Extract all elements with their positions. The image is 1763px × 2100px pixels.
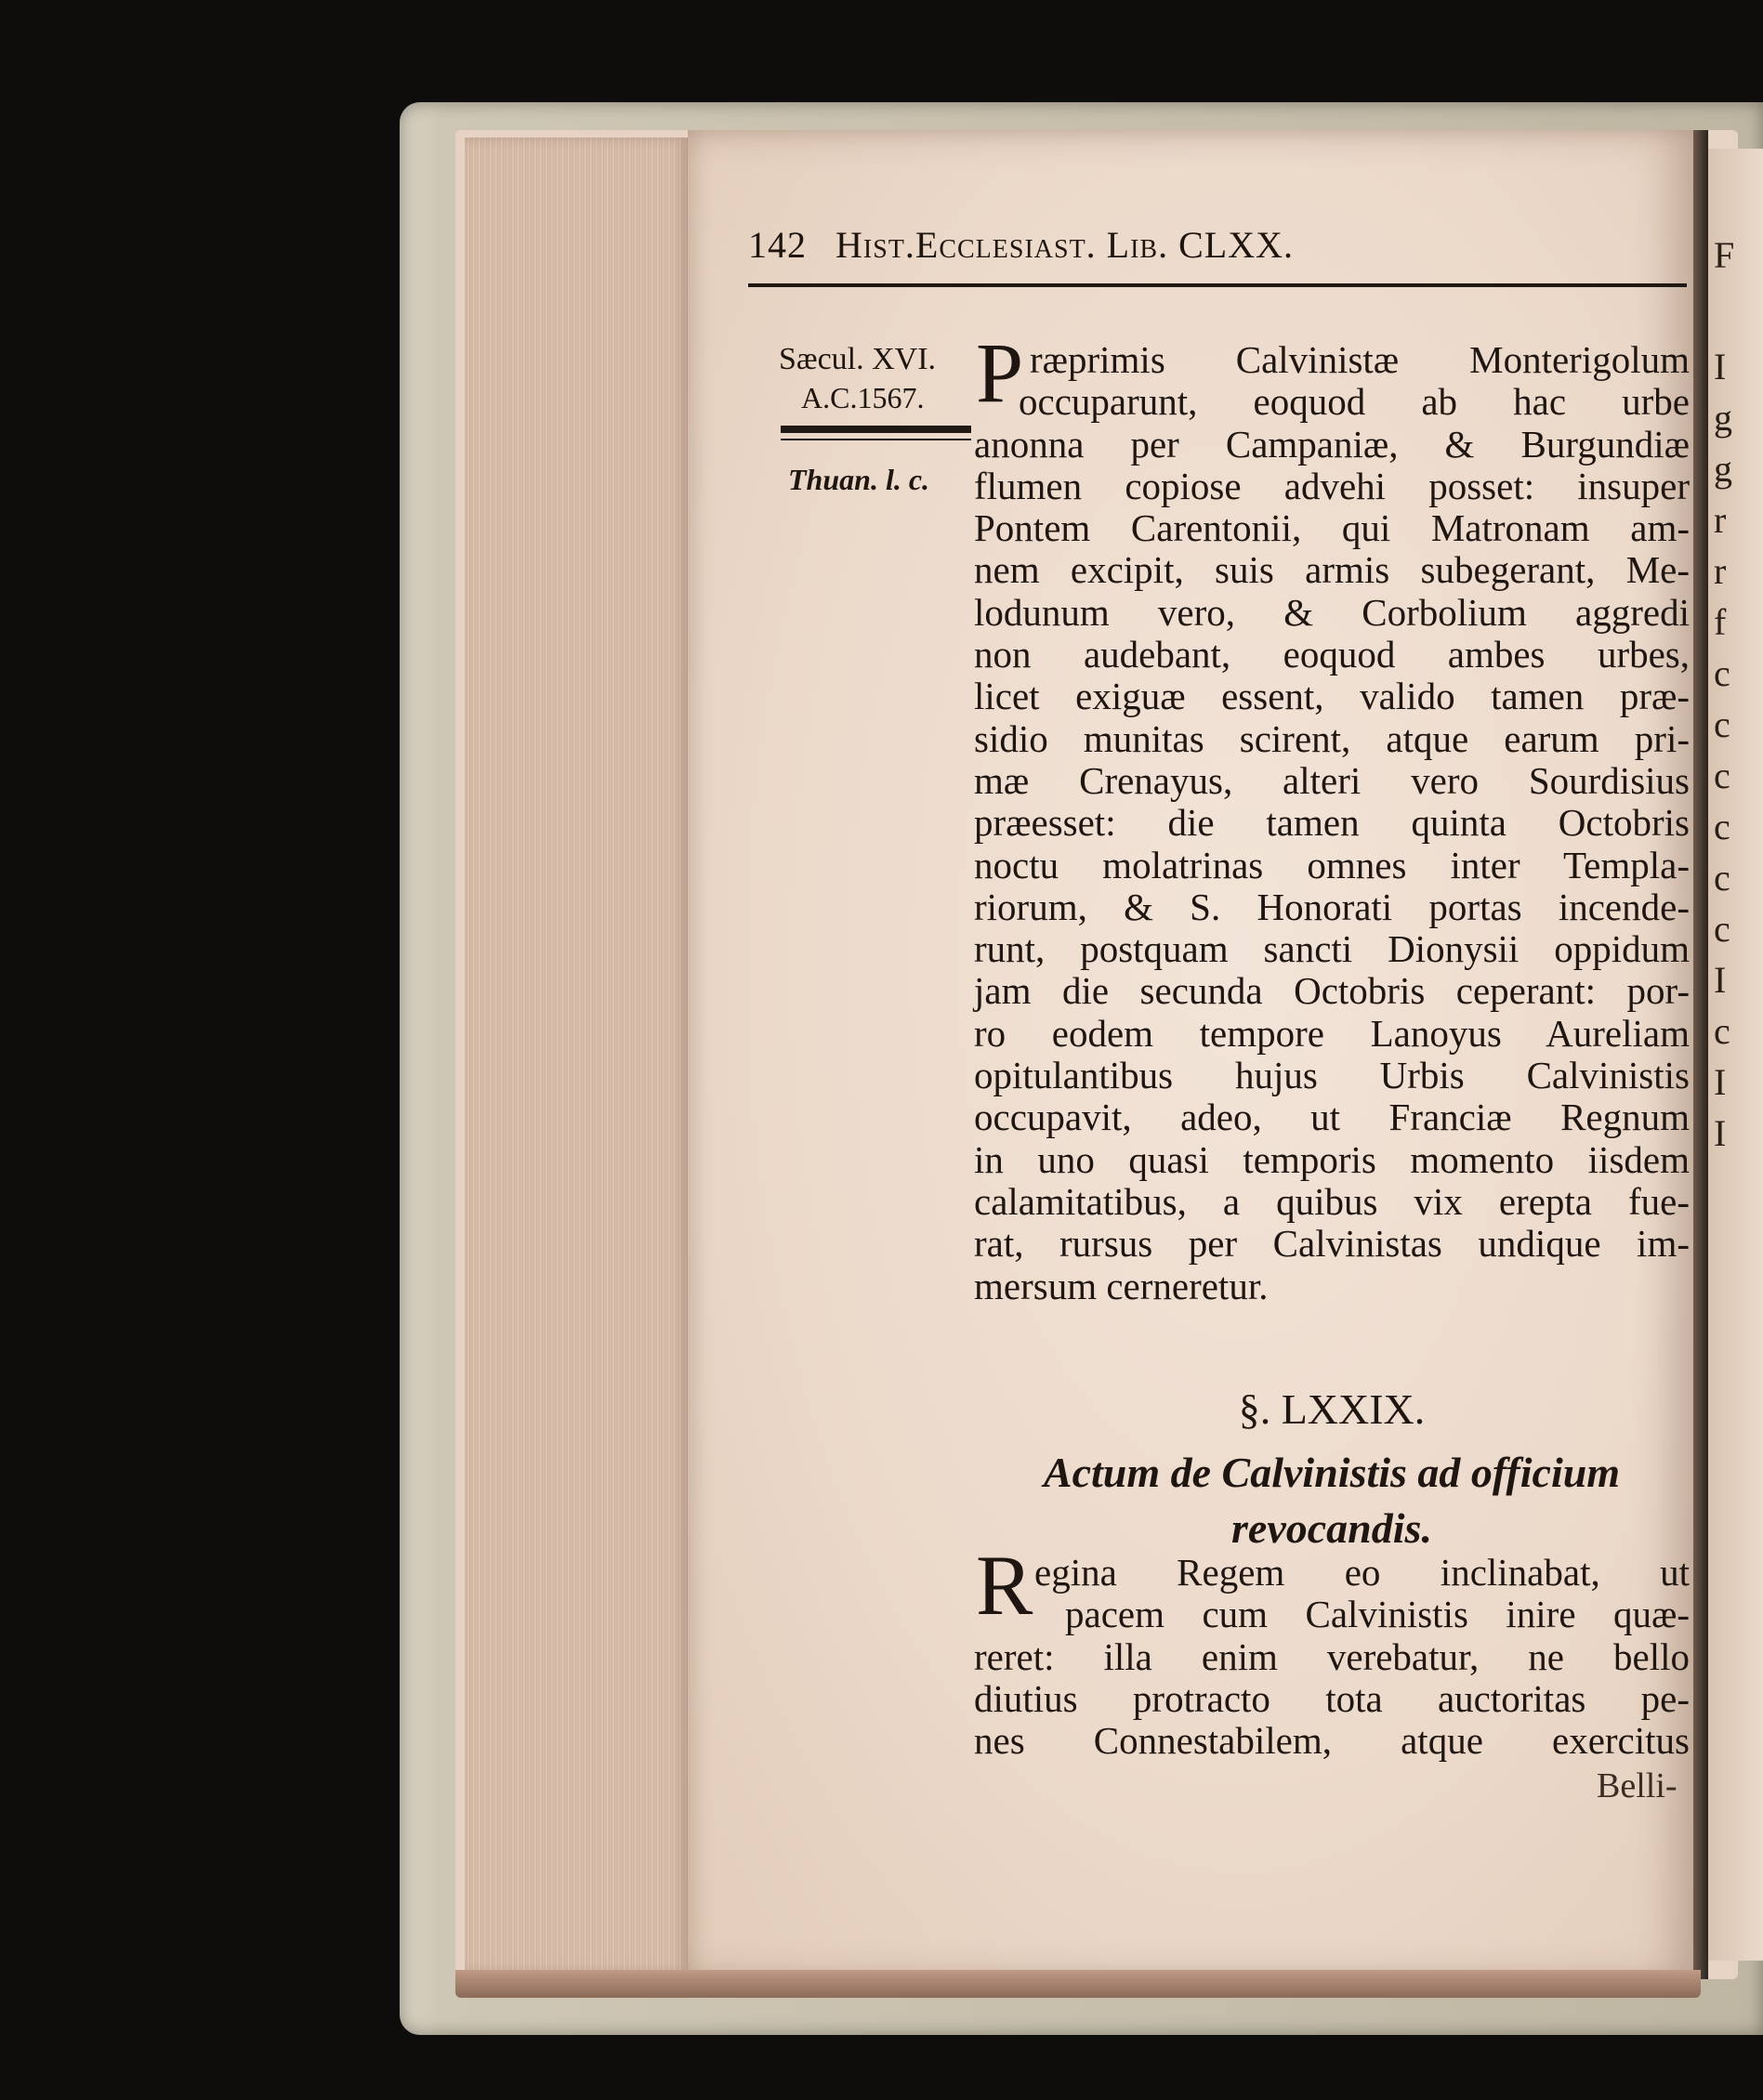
text-line: egina Regem eo inclinabat, ut	[1034, 1551, 1690, 1594]
margin-source: Thuan. l. c.	[788, 463, 930, 496]
paragraph-2	[974, 1552, 1690, 1762]
text-line: lodunum vero, & Corbolium aggredi	[974, 590, 1690, 634]
margin-saecul: Sæcul. XVI.	[779, 342, 937, 376]
margin-rule-thin	[781, 439, 971, 440]
catchword: Belli-	[1597, 1766, 1677, 1805]
paragraph-1	[974, 339, 1690, 1307]
text-line: mersum cerneretur.	[974, 1264, 1269, 1307]
running-title: Hist.Ecclesiast. Lib. CLXX.	[835, 224, 1294, 266]
text-line: opitulantibus hujus Urbis Calvinistis	[974, 1054, 1690, 1097]
text-line: non audebant, eoquod ambes urbes,	[974, 633, 1690, 676]
text-line: mæ Crenayus, alteri vero Sourdisius	[974, 758, 1690, 802]
text-line: licet exiguæ essent, valido tamen præ-	[974, 675, 1690, 718]
text-line: nem excipit, suis armis subegerant, Me-	[974, 548, 1690, 592]
dropcap-p: P	[976, 325, 1024, 420]
text-line: anonna per Campaniæ, & Burgundiæ	[974, 422, 1690, 466]
head-rule	[748, 283, 1687, 287]
text-line: occuparunt, eoquod ab hac urbe	[1019, 380, 1690, 424]
text-line: sidio munitas scirent, atque earum pri-	[974, 716, 1690, 760]
text-line: præesset: die tamen quinta Octobris	[974, 801, 1690, 845]
running-head	[748, 223, 1687, 279]
section-number: §. LXXIX.	[1238, 1385, 1426, 1433]
text-line: flumen copiose advehi posset: insuper	[974, 464, 1690, 507]
text-line: ro eodem tempore Lanoyus Aureliam	[974, 1011, 1690, 1055]
text-line: ræprimis Calvinistæ Monterigolum	[1030, 338, 1690, 381]
text-line: jam die secunda Octobris ceperant: por-	[974, 969, 1690, 1013]
text-line: runt, postquam sancti Dionysii oppidum	[974, 927, 1690, 971]
section-title-line-1: Actum de Calvinistis ad officium	[1043, 1449, 1621, 1496]
margin-rule	[781, 426, 971, 433]
dropcap-r: R	[976, 1538, 1033, 1633]
text-line: calamitatibus, a quibus vix erepta fue-	[974, 1179, 1690, 1223]
text-line: occupavit, adeo, ut Franciæ Regnum	[974, 1096, 1690, 1139]
margin-year: A.C.1567.	[801, 381, 925, 414]
text-line: pacem cum Calvinistis inire quæ-	[1065, 1593, 1690, 1636]
section-title-line-2: revocandis.	[1231, 1504, 1432, 1552]
text-line: in uno quasi temporis momento iisdem	[974, 1137, 1690, 1181]
facing-page-edge: F I g g r r f c c c c c c I c I I	[1708, 149, 1763, 1961]
text-line: riorum, & S. Honorati portas incende-	[974, 885, 1690, 928]
page-number: 142	[748, 224, 807, 266]
book-bottom-edge	[455, 1970, 1701, 1998]
text-line: nes Connestabilem, atque exercitus	[974, 1719, 1690, 1763]
book-gutter	[1693, 130, 1708, 1979]
page-edges	[465, 138, 688, 1973]
text-line: reret: illa enim verebatur, ne bello	[974, 1634, 1690, 1678]
text-line: noctu molatrinas omnes inter Templa-	[974, 843, 1690, 886]
text-line: Pontem Carentonii, qui Matronam am-	[974, 506, 1690, 550]
text-line: rat, rursus per Calvinistas undique im-	[974, 1222, 1690, 1266]
text-line: diutius protracto tota auctoritas pe-	[974, 1676, 1690, 1720]
